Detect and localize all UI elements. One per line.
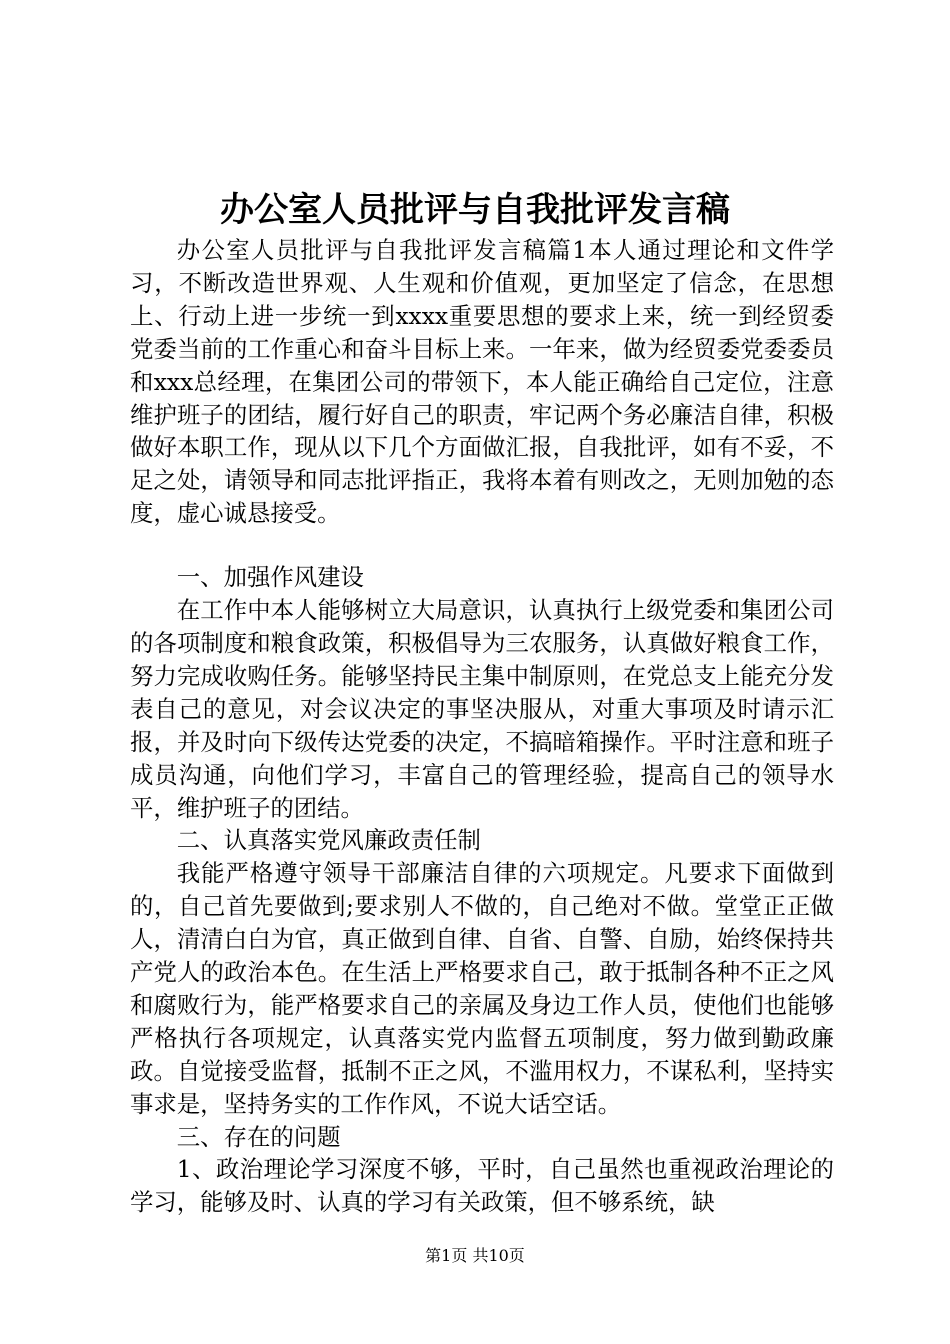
section-2-paragraph: 我能严格遵守领导干部廉洁自律的六项规定。凡要求下面做到的，自己首先要做到;要求别人不做的，自己绝对不做。堂堂正正做人，清清白白为官，真正做到自律、自省、自警、自励，始终保持共产党人的政治本色。在生活上严格要求自己，敢于抵制各种不正之风和腐败行为，能严格要求自己的亲属及身边工作人员，使他们也能够严格执行各项规定，认真落实党内监督五项制度，努力做到勤政廉政。自觉接受监督，抵制不正之风，不滥用权力，不谋私利，坚持实事求是，坚持务实的工作作风，不说大话空话。 (130, 859, 834, 1118)
document-title: 办公室人员批评与自我批评发言稿 (220, 190, 730, 230)
section-3-paragraph: 1、政治理论学习深度不够，平时，自己虽然也重视政治理论的学习，能够及时、认真的学习有关政策，但不够系统，缺 (130, 1155, 834, 1217)
document-body (130, 234, 834, 1219)
section-heading-2: 二、认真落实党风廉政责任制 (176, 826, 481, 855)
page-number-footer: 第1页 共10页 (425, 1246, 525, 1265)
section-heading-3: 三、存在的问题 (176, 1122, 341, 1151)
section-heading-1: 一、加强作风建设 (176, 563, 364, 592)
section-1-paragraph: 在工作中本人能够树立大局意识，认真执行上级党委和集团公司的各项制度和粮食政策，积极倡导为三农服务，认真做好粮食工作，努力完成收购任务。能够坚持民主集中制原则，在党总支上能充分发表自己的意见，对会议决定的事坚决服从，对重大事项及时请示汇报，并及时向下级传达党委的决定，不搞暗箱操作。平时注意和班子成员沟通，向他们学习，丰富自己的管理经验，提高自己的领导水平，维护班子的团结。 (130, 596, 834, 822)
intro-paragraph: 办公室人员批评与自我批评发言稿篇1本人通过理论和文件学习，不断改造世界观、人生观和价值观，更加坚定了信念，在思想上、行动上进一步统一到xxxx重要思想的要求上来，统一到经贸委党委当前的工作重心和奋斗目标上来。一年来，做为经贸委党委委员和xxx总经理，在集团公司的带领下，本人能正确给自己定位，注意维护班子的团结，履行好自己的职责，牢记两个务必廉洁自律，积极做好本职工作，现从以下几个方面做汇报，自我批评，如有不妥，不足之处，请领导和同志批评指正，我将本着有则改之，无则加勉的态度，虚心诚恳接受。 (130, 236, 834, 528)
